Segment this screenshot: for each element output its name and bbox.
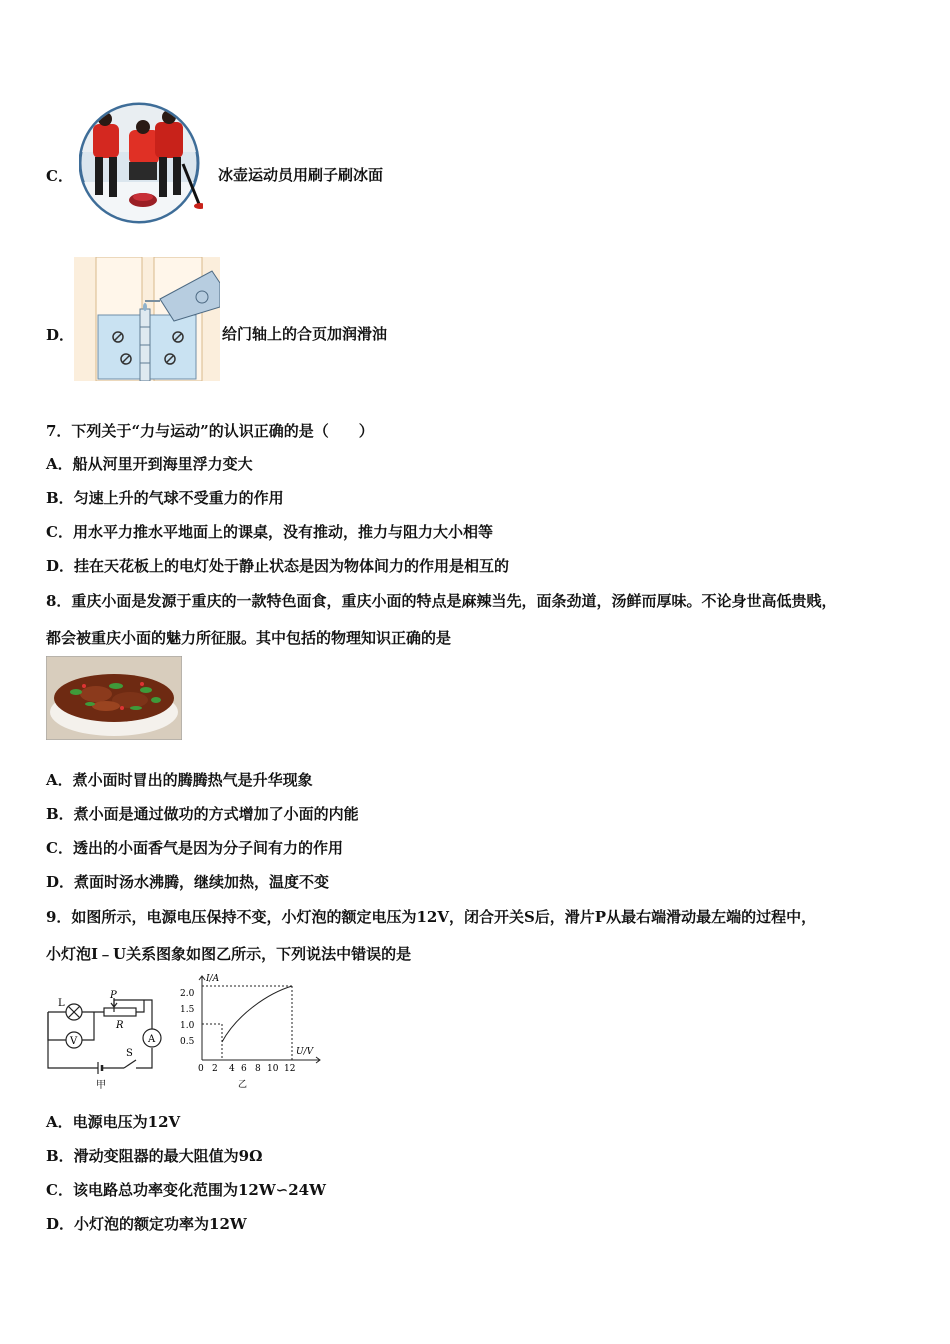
q9-option-a: A．电源电压为12V (46, 1113, 181, 1131)
graph-xtick-4: 4 (229, 1064, 235, 1074)
graph-ytick-1-5: 1.5 (180, 1005, 195, 1015)
graph-xtick-6: 6 (241, 1064, 247, 1074)
q7-stem: 7．下列关于“力与运动”的认识正确的是（ ） (46, 422, 374, 440)
graph-xlabel: U/V (296, 1047, 314, 1057)
q8-stem-line1: 8．重庆小面是发源于重庆的一款特色面食，重庆小面的特点是麻辣当先，面条劲道，汤鲜而厚味。不论身世高低贵贱， (46, 592, 837, 610)
q9-option-c: C．该电路总功率变化范围为12W∽24W (46, 1181, 326, 1199)
circuit-caption: 甲 (96, 1080, 106, 1091)
option-d-letter: D． (46, 326, 75, 344)
q8-option-d: D．煮面时汤水沸腾，继续加热，温度不变 (46, 873, 330, 891)
q8-option-c: C．透出的小面香气是因为分子间有力的作用 (46, 839, 343, 857)
q7-option-c: C．用水平力推水平地面上的课桌，没有推动，推力与阻力大小相等 (46, 523, 493, 541)
q7-option-b: B．匀速上升的气球不受重力的作用 (46, 489, 284, 507)
q9-stem-line2: 小灯泡I﹣U关系图象如图乙所示，下列说法中错误的是 (46, 945, 412, 963)
q9-option-b: B．滑动变阻器的最大阻值为9Ω (46, 1147, 263, 1165)
q9-option-d: D．小灯泡的额定功率为12W (46, 1215, 247, 1233)
q9-stem-line1: 9．如图所示，电源电压保持不变，小灯泡的额定电压为12V，闭合开关S后，滑片P从最右端滑动最左端的过程中， (46, 908, 817, 926)
iu-graph (176, 972, 326, 1094)
iu-curve (222, 986, 292, 1042)
option-d-text: 给门轴上的合页加润滑油 (222, 325, 388, 343)
noodle-bowl-photo (46, 656, 182, 740)
q7-option-a: A．船从河里开到海里浮力变大 (46, 455, 253, 473)
graph-caption: 乙 (238, 1080, 248, 1090)
q8-stem-line2: 都会被重庆小面的魅力所征服。其中包括的物理知识正确的是 (46, 629, 452, 647)
q7-option-d: D．挂在天花板上的电灯处于静止状态是因为物体间力的作用是相互的 (46, 557, 510, 575)
option-c-text: 冰壶运动员用刷子刷冰面 (218, 166, 384, 184)
q8-option-a: A．煮小面时冒出的腾腾热气是升华现象 (46, 771, 313, 789)
graph-xtick-10: 10 (267, 1064, 279, 1074)
graph-ytick-1-0: 1.0 (180, 1021, 195, 1031)
graph-xtick-0: 0 (198, 1064, 204, 1074)
graph-xtick-8: 8 (255, 1064, 261, 1074)
circuit-label-l: L (58, 998, 65, 1009)
option-c-letter: C． (46, 167, 73, 185)
graph-ytick-0-5: 0.5 (180, 1037, 195, 1047)
q8-option-b: B．煮小面是通过做功的方式增加了小面的内能 (46, 805, 359, 823)
circuit-label-p: P (110, 990, 117, 1001)
curling-photo (79, 102, 203, 224)
circuit-label-v: V (70, 1036, 78, 1047)
circuit-label-a: A (148, 1034, 156, 1045)
circuit-label-s: S (126, 1048, 133, 1059)
graph-xtick-12: 12 (284, 1064, 296, 1074)
circuit-diagram (40, 990, 170, 1092)
circuit-label-r: R (116, 1020, 124, 1031)
graph-xtick-2: 2 (212, 1064, 218, 1074)
graph-ylabel: I/A (206, 974, 220, 984)
graph-ytick-2-0: 2.0 (180, 989, 195, 999)
hinge-oil-illustration (74, 257, 220, 381)
